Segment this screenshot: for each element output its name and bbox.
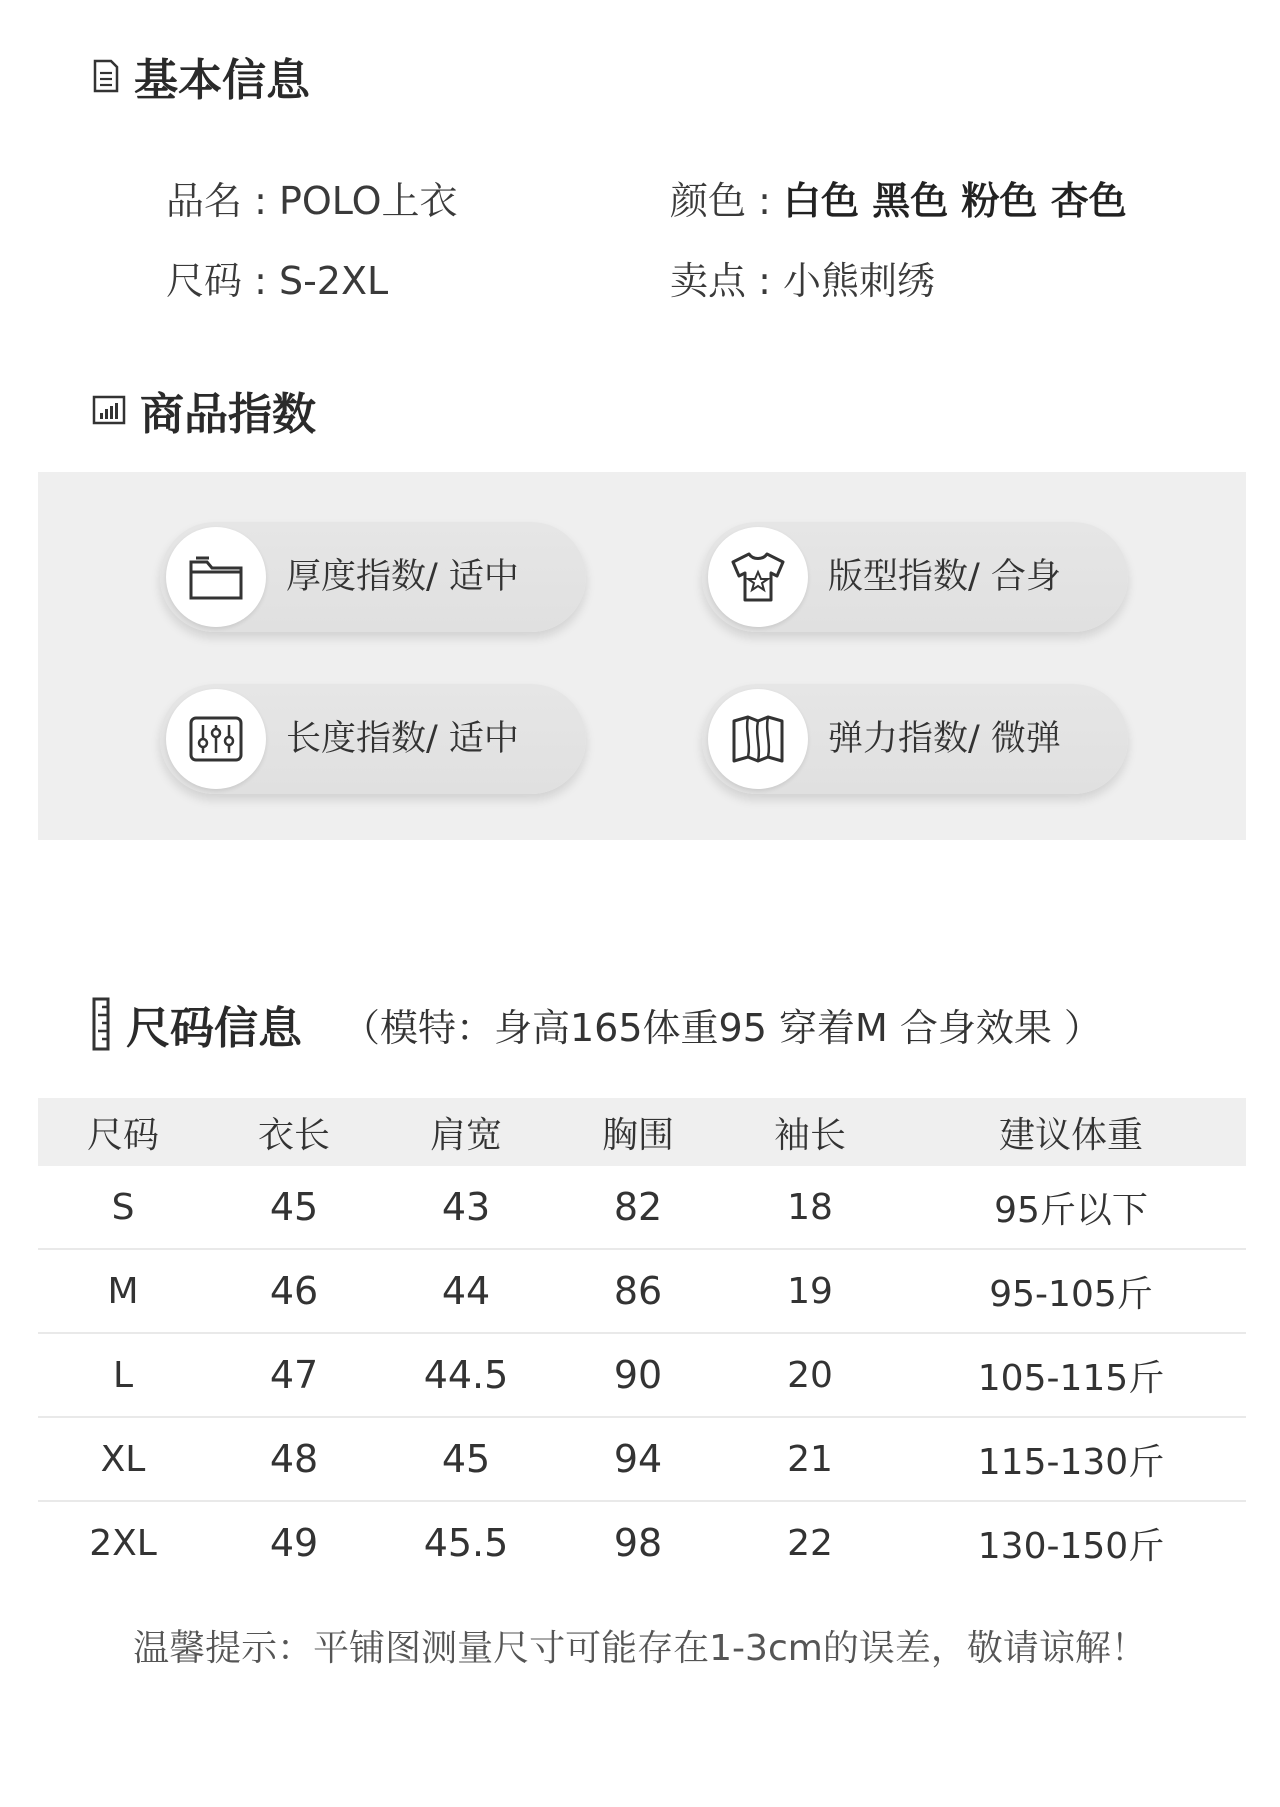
index-thickness bbox=[160, 522, 586, 632]
map-fold-icon bbox=[730, 713, 786, 765]
cell-weight: 130-150斤 bbox=[977, 1525, 1165, 1567]
info-product-name bbox=[166, 170, 458, 225]
cell-length: 47 bbox=[208, 1333, 380, 1417]
index-fit-icon-circle bbox=[708, 527, 808, 627]
cell-chest: 90 bbox=[552, 1333, 724, 1417]
cell-weight: 95-105斤 bbox=[896, 1249, 1246, 1333]
table-row bbox=[38, 1501, 1246, 1584]
table-row bbox=[38, 1417, 1246, 1501]
cell-size: M bbox=[38, 1249, 208, 1333]
cell-sleeve: 19 bbox=[724, 1249, 896, 1333]
index-fit-label: 版型指数/ 合身 bbox=[828, 557, 1061, 597]
info-size-range bbox=[166, 250, 388, 305]
index-length-label: 长度指数/ 适中 bbox=[286, 719, 519, 759]
table-row bbox=[38, 1333, 1246, 1417]
index-length-icon-circle bbox=[166, 689, 266, 789]
cell-length: 45 bbox=[208, 1166, 380, 1249]
ruler-icon bbox=[92, 997, 112, 1051]
size-info-title: 尺码信息 bbox=[126, 1003, 302, 1054]
measurement-tip: 温馨提示：平铺图测量尺寸可能存在1-3cm的误差，敬请谅解！ bbox=[133, 1628, 1147, 1669]
size-range-value: S-2XL bbox=[278, 259, 389, 303]
index-fit bbox=[702, 522, 1128, 632]
selling-point-label: 卖点 : bbox=[670, 259, 783, 303]
cell-length: 49 bbox=[269, 1521, 319, 1565]
index-thickness-label: 厚度指数/ 适中 bbox=[286, 557, 519, 597]
cell-length: 46 bbox=[208, 1249, 380, 1333]
tshirt-icon bbox=[729, 550, 787, 604]
index-thickness-icon-circle bbox=[166, 527, 266, 627]
cell-shoulder: 45.5 bbox=[423, 1521, 509, 1565]
selling-point-value: 小熊刺绣 bbox=[782, 259, 935, 303]
header-weight: 建议体重 bbox=[998, 1114, 1143, 1156]
cell-chest: 94 bbox=[552, 1417, 724, 1501]
header-chest: 胸围 bbox=[601, 1114, 674, 1156]
cell-sleeve: 20 bbox=[724, 1333, 896, 1417]
size-table-header bbox=[38, 1098, 1246, 1166]
index-elasticity-label: 弹力指数/ 微弹 bbox=[828, 719, 1061, 759]
index-elasticity bbox=[702, 684, 1128, 794]
cell-shoulder: 43 bbox=[380, 1166, 552, 1249]
basic-info-heading bbox=[92, 44, 310, 108]
cell-weight: 105-115斤 bbox=[896, 1333, 1246, 1417]
cell-size: XL bbox=[38, 1417, 208, 1501]
bar-chart-icon bbox=[92, 395, 126, 425]
document-icon bbox=[92, 59, 120, 93]
cell-chest: 98 bbox=[613, 1521, 663, 1565]
cell-shoulder: 45 bbox=[380, 1417, 552, 1501]
index-length bbox=[160, 684, 586, 794]
sliders-icon bbox=[188, 715, 244, 763]
cell-shoulder: 44 bbox=[380, 1249, 552, 1333]
size-table bbox=[38, 1098, 1246, 1584]
header-shoulder: 肩宽 bbox=[429, 1114, 502, 1156]
cell-size: S bbox=[38, 1166, 208, 1249]
cell-chest: 82 bbox=[552, 1166, 724, 1249]
colors-value: 白色 黑色 粉色 杏色 bbox=[782, 179, 1127, 223]
cell-weight: 115-130斤 bbox=[896, 1417, 1246, 1501]
size-info-model-note: （模特：身高165体重95 穿着M 合身效果 ） bbox=[342, 1005, 1102, 1050]
table-row bbox=[38, 1249, 1246, 1333]
cell-length: 48 bbox=[208, 1417, 380, 1501]
header-size: 尺码 bbox=[86, 1114, 159, 1156]
folder-icon bbox=[187, 552, 245, 602]
table-row bbox=[38, 1166, 1246, 1249]
header-length: 衣长 bbox=[257, 1114, 330, 1156]
product-index-panel bbox=[38, 472, 1246, 840]
product-name-label: 品名 : bbox=[166, 179, 279, 223]
info-colors bbox=[670, 170, 1127, 225]
product-index-heading bbox=[92, 378, 316, 442]
basic-info-title: 基本信息 bbox=[134, 55, 310, 106]
header-sleeve: 袖长 bbox=[773, 1114, 846, 1156]
product-name-value: POLO上衣 bbox=[278, 179, 458, 223]
size-info-heading bbox=[92, 992, 1102, 1056]
index-elasticity-icon-circle bbox=[708, 689, 808, 789]
cell-shoulder: 44.5 bbox=[380, 1333, 552, 1417]
cell-sleeve: 21 bbox=[724, 1417, 896, 1501]
cell-chest: 86 bbox=[552, 1249, 724, 1333]
cell-sleeve: 18 bbox=[724, 1166, 896, 1249]
info-selling-point bbox=[670, 250, 935, 305]
cell-size: L bbox=[38, 1333, 208, 1417]
cell-sleeve: 22 bbox=[787, 1522, 833, 1564]
colors-label: 颜色 : bbox=[670, 179, 783, 223]
cell-weight: 95斤以下 bbox=[896, 1166, 1246, 1249]
size-range-label: 尺码 : bbox=[166, 259, 279, 303]
product-index-title: 商品指数 bbox=[140, 389, 316, 440]
cell-size: 2XL bbox=[89, 1522, 157, 1564]
